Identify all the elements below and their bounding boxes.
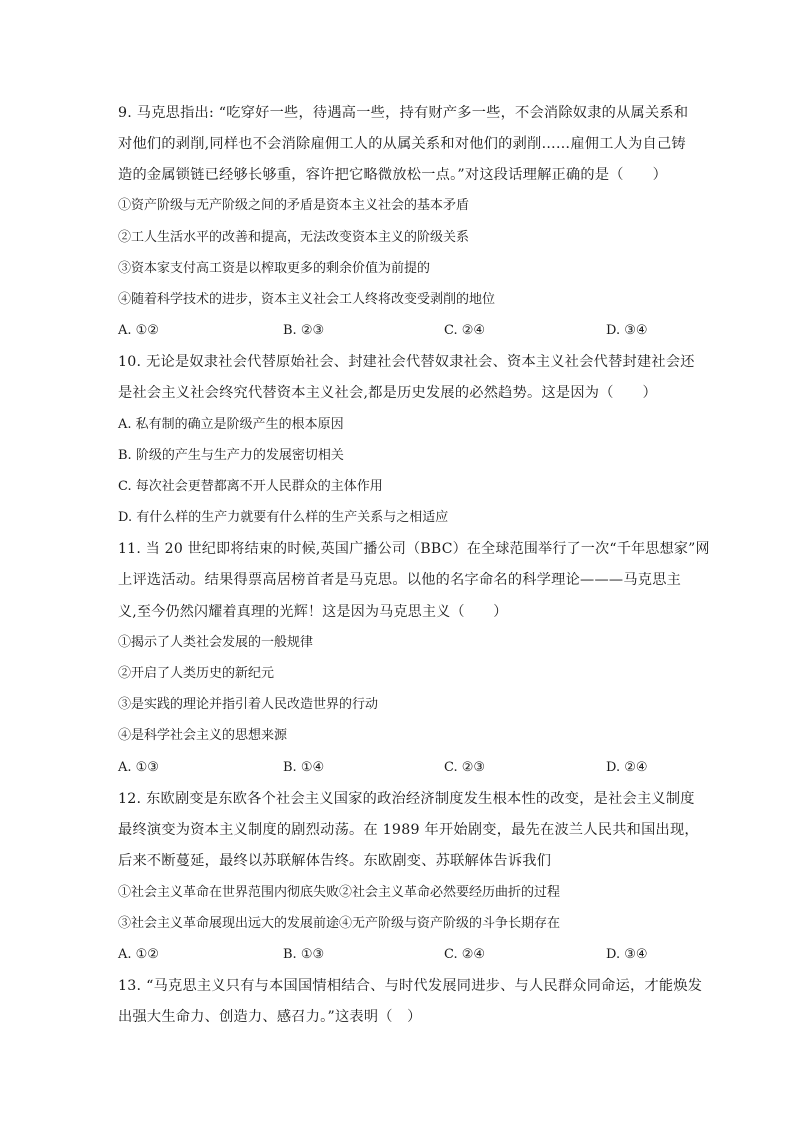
- q10-option-d: D. 有什么样的生产力就要有什么样的生产关系与之相适应: [118, 510, 449, 525]
- q11-choice-c: C. ②③: [444, 760, 486, 775]
- q9-item-1: ①资产阶级与无产阶级之间的矛盾是资本主义社会的基本矛盾: [118, 198, 470, 213]
- q9-stem-line-1: 9. 马克思指出: “吃穿好一些，待遇高一些，持有财产多一些，不会消除奴隶的从属关系和: [118, 105, 689, 121]
- q11-item-4: ④是科学社会主义的思想来源: [118, 728, 288, 743]
- q11-choice-a: A. ①③: [118, 760, 159, 775]
- q11-stem-line-1: 11. 当 20 世纪即将结束的时候,英国广播公司（BBC）在全球范围举行了一次“千年思想家”网: [118, 541, 710, 557]
- q10-stem-line-1: 10. 无论是奴隶社会代替原始社会、封建社会代替奴隶社会、资本主义社会代替封建社会还: [118, 354, 695, 370]
- q11-item-3: ③是实践的理论并指引着人民改造世界的行动: [118, 697, 379, 712]
- q9-item-3: ③资本家支付高工资是以榨取更多的剩余价值为前提的: [118, 261, 431, 276]
- q12-choice-b: B. ①③: [283, 947, 325, 962]
- q12-choice-a: A. ①②: [118, 947, 159, 962]
- q9-item-4: ④随着科学技术的进步，资本主义社会工人终将改变受剥削的地位: [118, 292, 496, 307]
- q12-choice-c: C. ②④: [444, 947, 486, 962]
- q13-stem-line-2: 出强大生命力、创造力、感召力。”这表明（ ）: [118, 1009, 422, 1025]
- q11-choice-b: B. ①④: [283, 760, 325, 775]
- q11-choice-d: D. ②④: [606, 760, 648, 775]
- q11-item-1: ①揭示了人类社会发展的一般规律: [118, 635, 314, 650]
- q12-stem-line-2: 最终演变为资本主义制度的剧烈动荡。在 1989 年开始剧变，最先在波兰人民共和国出现，: [118, 822, 699, 838]
- q9-choice-a: A. ①②: [118, 323, 159, 338]
- q11-stem-line-2: 上评选活动。结果得票高居榜首者是马克思。以他的名字命名的科学理论———马克思主: [118, 572, 682, 588]
- q13-stem-line-1: 13. “马克思主义只有与本国国情相结合、与时代发展同进步、与人民群众同命运，才能焕发: [118, 978, 703, 994]
- q12-stem-line-3: 后来不断蔓延，最终以苏联解体告终。东欧剧变、苏联解体告诉我们: [118, 853, 552, 869]
- q12-choice-d: D. ③④: [606, 947, 648, 962]
- q9-choice-d: D. ③④: [606, 323, 648, 338]
- q9-choice-c: C. ②④: [444, 323, 486, 338]
- q10-stem-line-2: 是社会主义社会终究代替资本主义社会,都是历史发展的必然趋势。这是因为（ ）: [118, 385, 657, 401]
- q10-option-a: A. 私有制的确立是阶级产生的根本原因: [118, 417, 344, 432]
- q11-item-2: ②开启了人类历史的新纪元: [118, 666, 275, 681]
- q9-item-2: ②工人生活水平的改善和提高，无法改变资本主义的阶级关系: [118, 230, 470, 245]
- q9-stem-line-2: 对他们的剥削,同样也不会消除雇佣工人的从属关系和对他们的剥削……雇佣工人为自己铸: [118, 136, 686, 152]
- q12-items-line-1: ①社会主义革命在世界范围内彻底失败②社会主义革命必然要经历曲折的过程: [118, 885, 561, 900]
- q10-option-c: C. 每次社会更替都离不开人民群众的主体作用: [118, 479, 383, 494]
- q9-stem-line-3: 造的金属锁链已经够长够重，容许把它略微放松一点。”对这段话理解正确的是（ ）: [118, 167, 668, 183]
- q11-stem-line-3: 义,至今仍然闪耀着真理的光辉！这是因为马克思主义（ ）: [118, 604, 508, 620]
- q9-choice-b: B. ②③: [283, 323, 325, 338]
- q12-stem-line-1: 12. 东欧剧变是东欧各个社会主义国家的政治经济制度发生根本性的改变，是社会主义制度: [118, 791, 695, 807]
- q12-items-line-2: ③社会主义革命展现出远大的发展前途④无产阶级与资产阶级的斗争长期存在: [118, 916, 561, 931]
- q10-option-b: B. 阶级的产生与生产力的发展密切相关: [118, 448, 344, 463]
